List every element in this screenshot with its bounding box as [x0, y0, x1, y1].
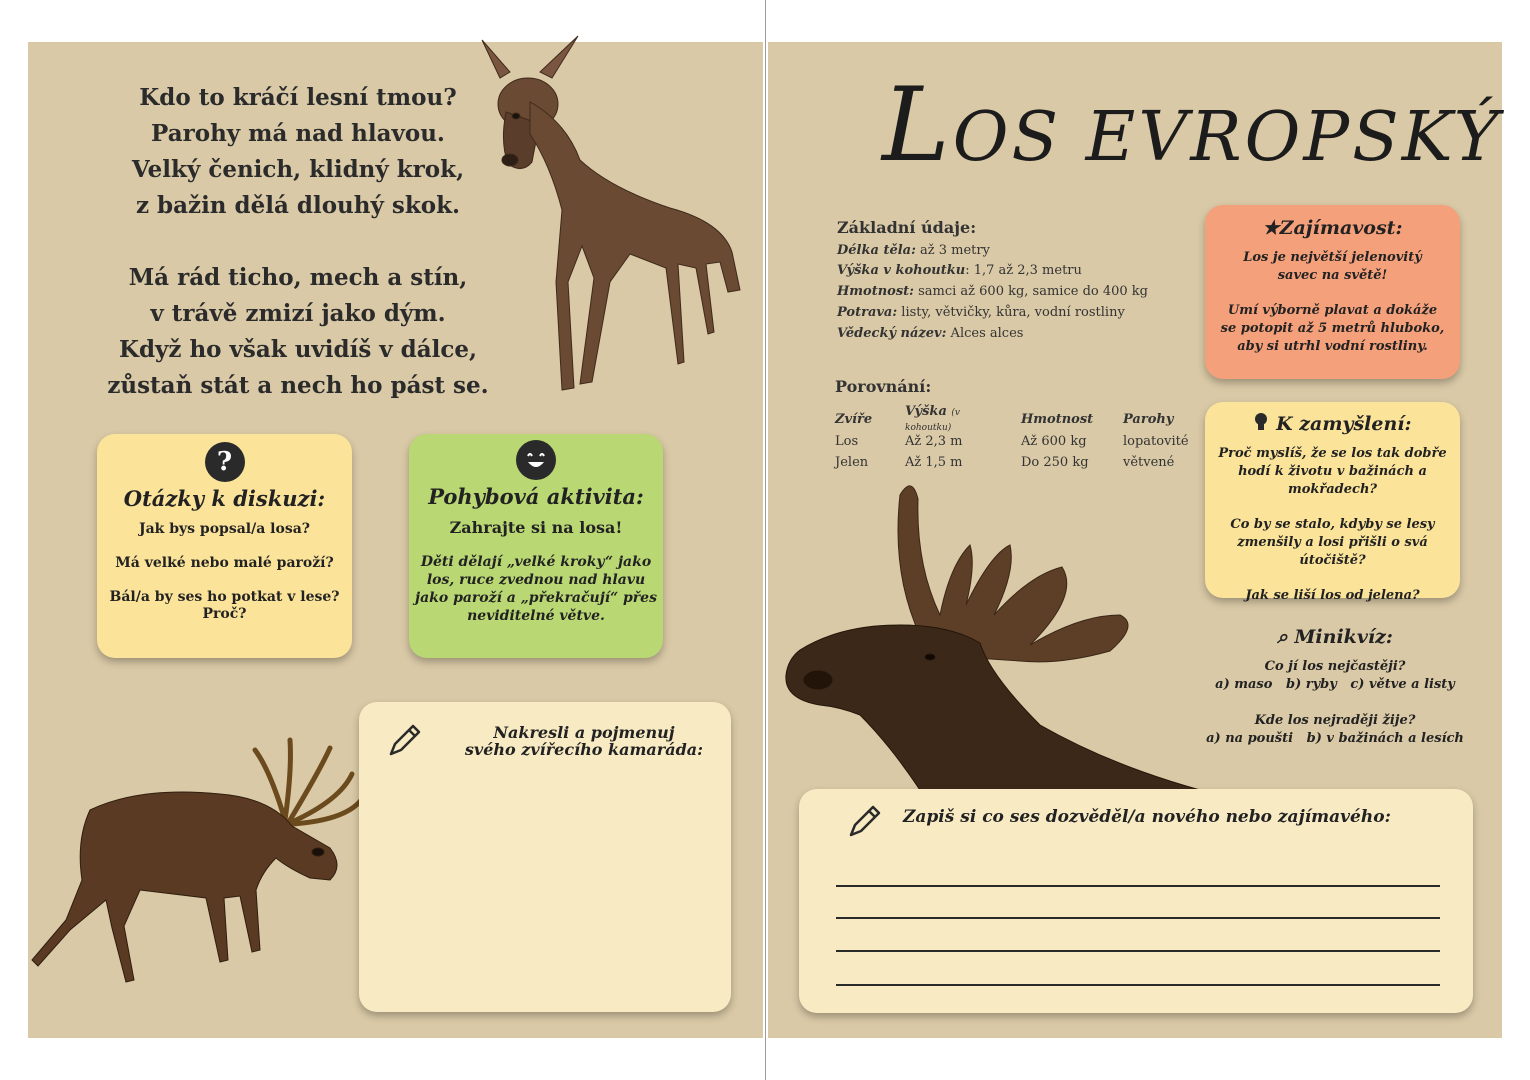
writing-line[interactable] [836, 917, 1440, 919]
fact-row: Hmotnost: samci až 600 kg, samice do 400 kg [837, 284, 1149, 300]
poem-line: Má rád ticho, mech a stín, [128, 264, 468, 291]
writing-line[interactable] [836, 950, 1440, 952]
drawing-prompt-line: Nakresli a pojmenuj [493, 723, 675, 742]
lightbulb-icon [1253, 412, 1269, 432]
discussion-title: Otázky k diskuzi: [123, 486, 326, 511]
writing-line[interactable] [836, 984, 1440, 986]
fact-row: Výška v kohoutku: 1,7 až 2,3 metru [837, 263, 1082, 279]
poem-line: Velký čenich, klidný krok, [131, 156, 465, 183]
table-row: Los Až 2,3 m Až 600 kg lopatovité [835, 434, 1189, 449]
page-spine [765, 0, 766, 1080]
table-row: Jelen Až 1,5 m Do 250 kg větvené [835, 455, 1175, 470]
discussion-question: Jak bys popsal/a losa? [138, 521, 310, 537]
discussion-question: Má velké nebo malé paroží? [115, 555, 334, 571]
moose-walking-illustration [30, 730, 370, 990]
column-header: Parohy [1123, 411, 1174, 427]
fact-row: Délka těla: až 3 metry [837, 242, 990, 258]
fun-fact-text: Umí výborně plavat a dokáže se potopit až 5 metrů hluboko, aby si utrhl vodní rostliny. [1220, 303, 1445, 354]
comparison-section [835, 377, 1203, 476]
think-question: Jak se liší los od jelena? [1245, 588, 1420, 603]
think-question: Proč myslíš, že se los tak dobře hodí k životu v bažinách a mokřadech? [1218, 446, 1447, 497]
drawing-box[interactable] [359, 702, 731, 1012]
think-question: Co by se stalo, kdyby se lesy zmenšily a losi přišli o svá útočiště? [1230, 517, 1435, 568]
notes-box[interactable] [799, 789, 1473, 1013]
page-title: LOS EVROPSKÝ [882, 66, 1502, 185]
poem-line: v trávě zmizí jako dým. [150, 300, 446, 327]
moose-calf-illustration [470, 32, 765, 402]
writing-line[interactable] [836, 885, 1440, 887]
quiz-title: Minikvíz: [1294, 626, 1393, 648]
mini-quiz [1205, 628, 1465, 766]
poem-line: Kdo to kráčí lesní tmou? [139, 84, 457, 111]
star-icon: ★ [1262, 217, 1280, 239]
column-header: Výška (v kohoutku) [905, 404, 961, 433]
fun-fact-title: Zajímavost: [1279, 217, 1403, 239]
fact-row: Potrava: listy, větvičky, kůra, vodní rostliny [837, 304, 1125, 320]
quiz-question: Co jí los nejčastěji? [1264, 659, 1406, 674]
think-card [1205, 402, 1460, 603]
poem-line [88, 224, 508, 260]
poem [88, 80, 508, 404]
activity-text: Děti dělají „velké kroky“ jako los, ruce zvednou nad hlavu jako paroží a „překračují“ přes neviditelné větve. [415, 554, 657, 624]
poem-line: Když ho však uvidíš v dálce, [118, 336, 478, 363]
column-header: Hmotnost [1021, 411, 1094, 427]
column-header: Zvíře [835, 411, 873, 427]
notes-title: Zapiš si co ses dozvěděl/a nového nebo zajímavého: [903, 807, 1391, 827]
fun-fact-card [1205, 205, 1460, 379]
think-title: K zamyšlení: [1276, 413, 1412, 435]
magnifier-icon: ⌕ [1277, 626, 1288, 648]
activity-subtitle: Zahrajte si na losa! [449, 518, 623, 537]
facts-heading: Základní údaje: [837, 218, 977, 237]
discussion-question: Bál/a by ses ho potkat v lese? Proč? [109, 589, 340, 622]
poem-line: z bažin dělá dlouhý skok. [135, 192, 461, 219]
poem-line: Parohy má nad hlavou. [151, 120, 445, 147]
pencil-icon [845, 801, 885, 841]
activity-title: Pohybová aktivita: [428, 484, 644, 509]
moose-head-illustration [780, 475, 1210, 790]
comparison-heading: Porovnání: [835, 377, 932, 396]
drawing-prompt-line: svého zvířecího kamaráda: [464, 740, 704, 759]
poem-line: zůstaň stát a nech ho pást se. [107, 372, 489, 399]
basic-facts [837, 218, 1187, 344]
fact-row: Vědecký název: Alces alces [837, 325, 1024, 341]
activity-card [409, 434, 663, 658]
discussion-card [97, 434, 352, 658]
quiz-answers: a) na poušti b) v bažinách a lesích [1206, 731, 1464, 746]
quiz-answers: a) maso b) ryby c) větve a listy [1215, 677, 1455, 692]
fun-fact-text: Los je největší jelenovitý savec na světě! [1243, 250, 1422, 283]
smile-icon [516, 440, 556, 480]
comparison-table [835, 404, 1203, 476]
quiz-question: Kde los nejraději žije? [1254, 713, 1416, 728]
pencil-icon [385, 720, 425, 760]
question-icon: ? [205, 442, 245, 482]
